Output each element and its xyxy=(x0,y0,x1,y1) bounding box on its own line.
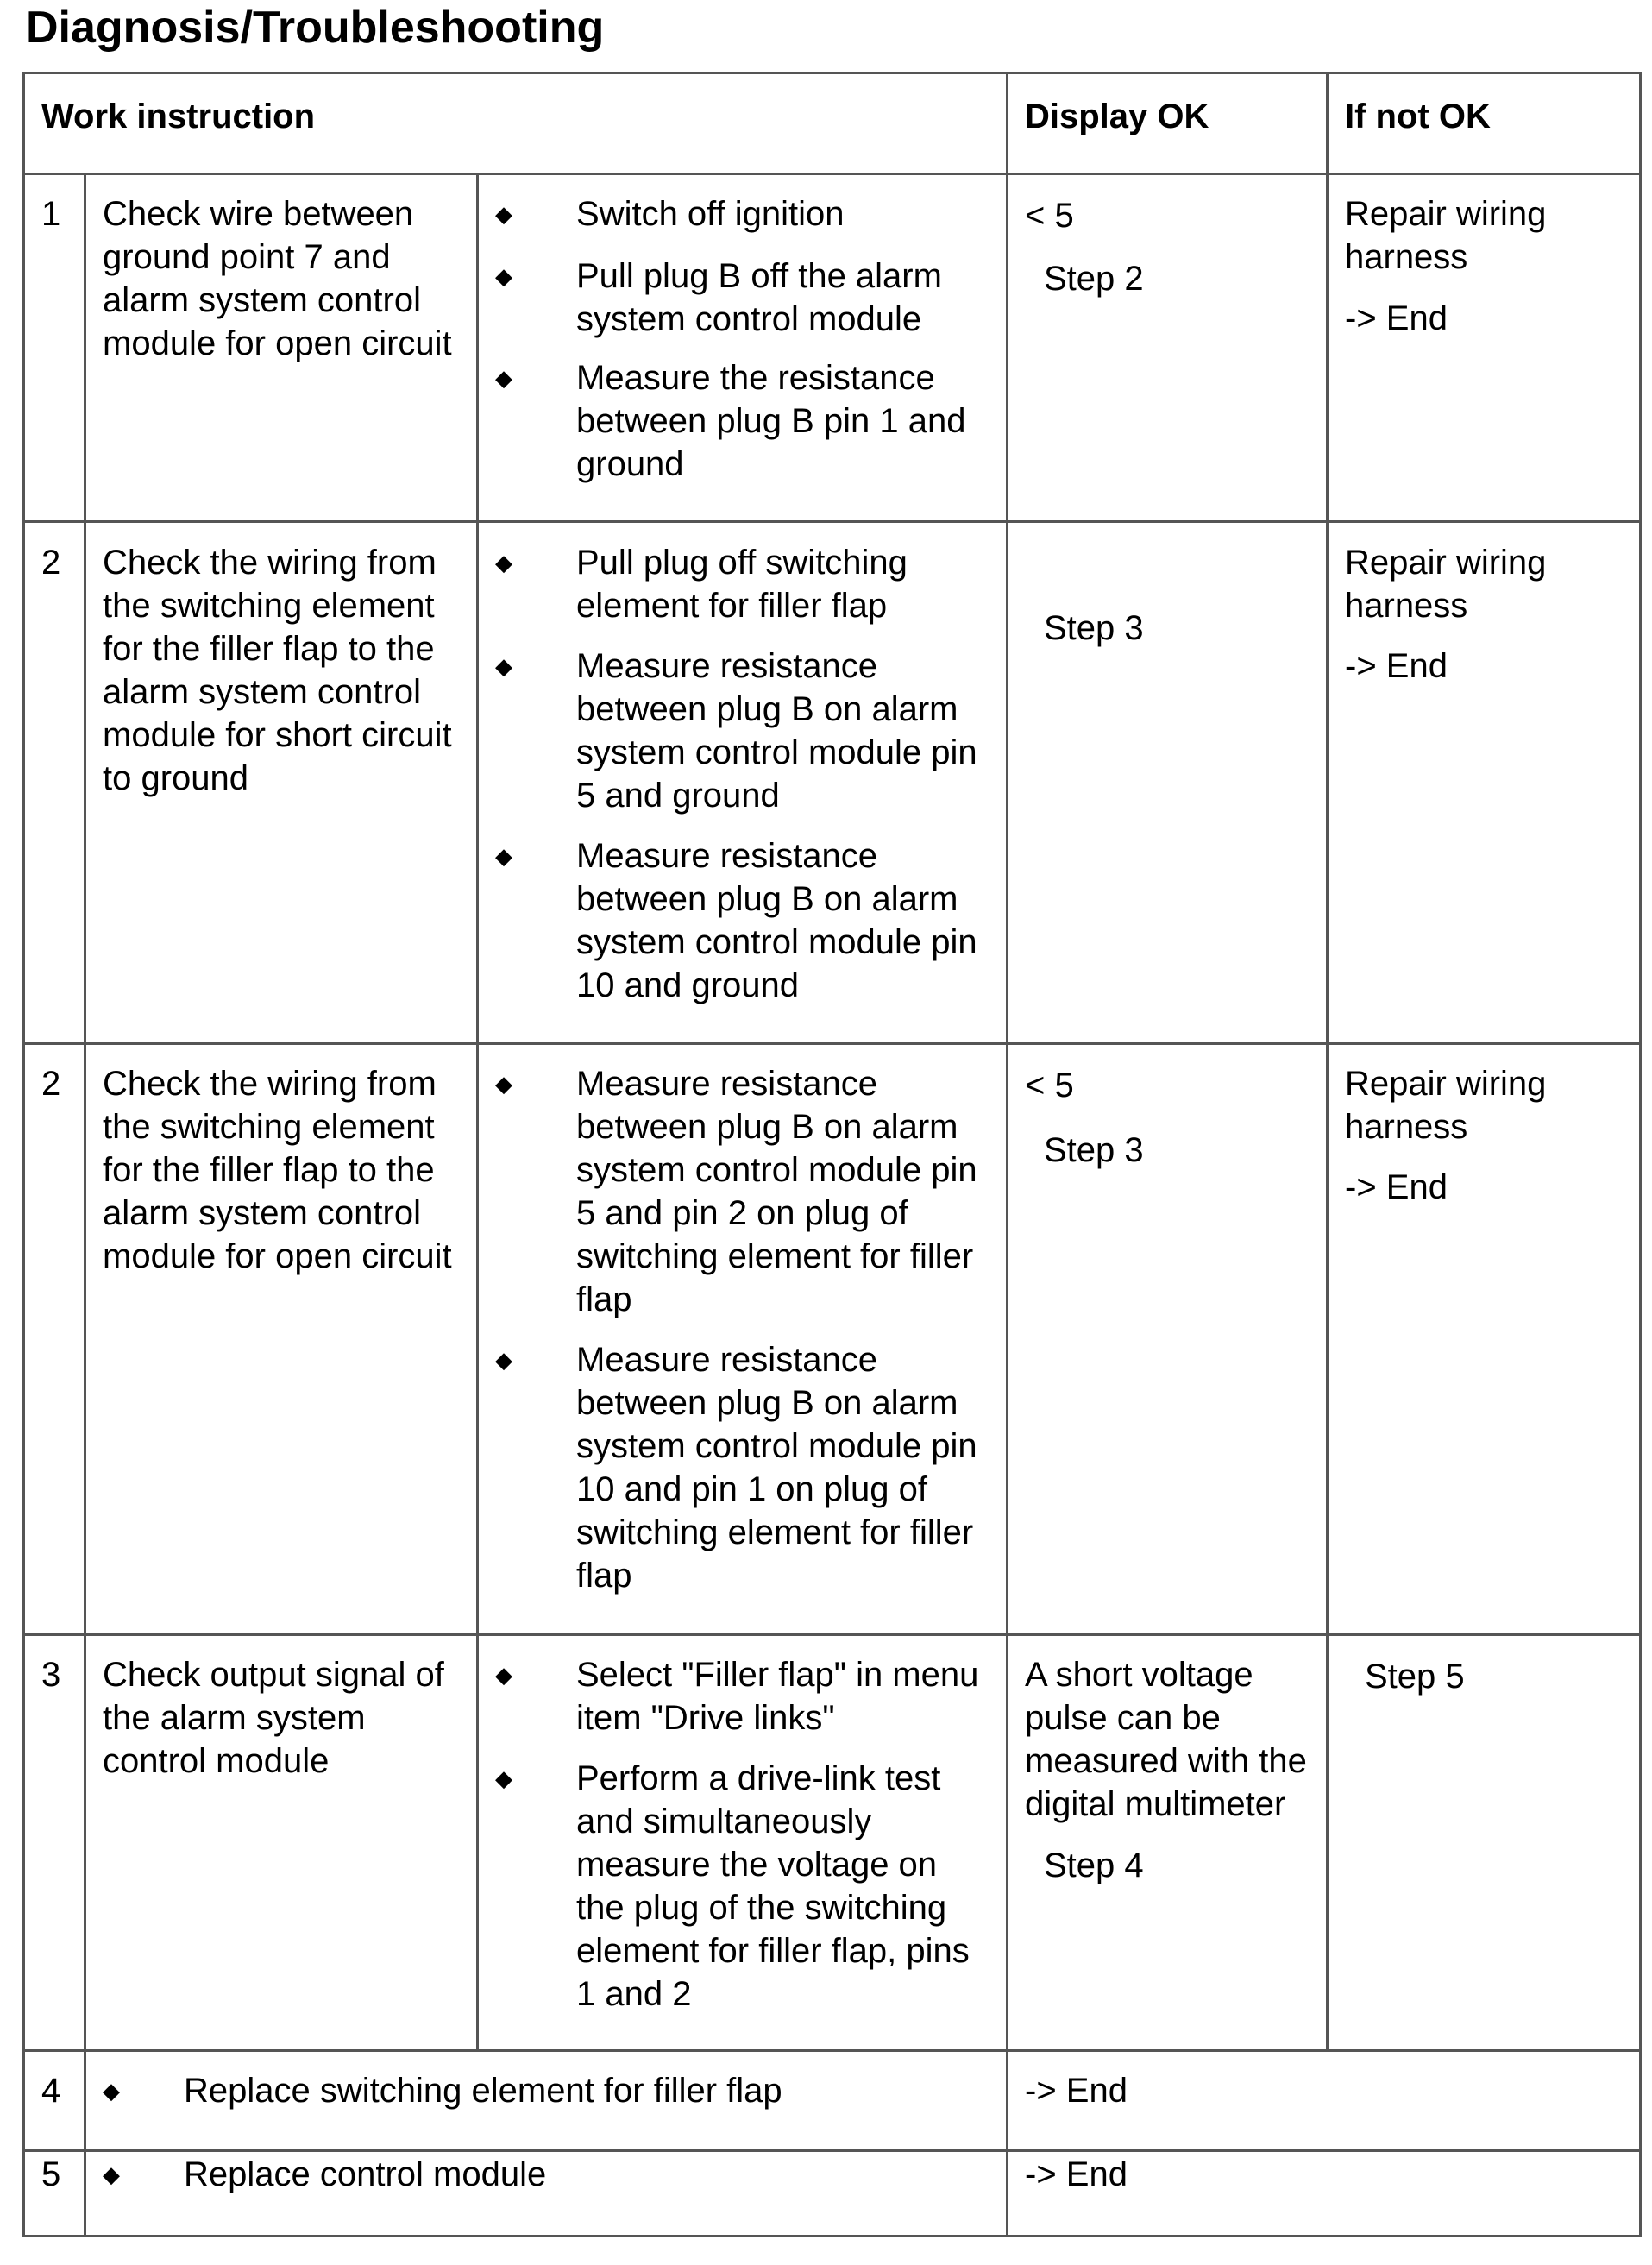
bullet-icon: ◆ xyxy=(495,263,512,289)
table-border xyxy=(22,2049,1642,2052)
not-ok-text: harness xyxy=(1345,587,1468,625)
check-text-line: module for short circuit xyxy=(103,716,452,754)
row-number: 5 xyxy=(41,2155,61,2193)
table-border xyxy=(476,173,479,2052)
not-ok-text: -> End xyxy=(1345,1168,1448,1206)
step-text-line: Measure resistance xyxy=(576,1065,878,1103)
not-ok-step: Step 5 xyxy=(1365,1658,1465,1696)
step-text-line: and simultaneously xyxy=(576,1803,872,1840)
step-text-line: flap xyxy=(576,1557,632,1595)
display-ok-step: Step 3 xyxy=(1044,1131,1144,1169)
row-number: 1 xyxy=(41,195,61,233)
table-border xyxy=(22,1633,1642,1636)
bullet-icon: ◆ xyxy=(495,1347,512,1373)
step-text-line: the plug of the switching xyxy=(576,1889,947,1927)
bullet-icon: ◆ xyxy=(495,201,512,227)
display-ok-step: Step 3 xyxy=(1044,609,1144,647)
table-border xyxy=(22,2149,1642,2152)
check-text-line: alarm system control xyxy=(103,1194,421,1232)
bullet-icon: ◆ xyxy=(495,365,512,391)
check-text-line: Check wire between xyxy=(103,195,414,233)
check-text-line: for the filler flap to the xyxy=(103,1151,435,1189)
step-text-line: Measure resistance xyxy=(576,1341,878,1379)
table-border xyxy=(22,520,1642,523)
step-text-line: 10 and pin 1 on plug of xyxy=(576,1470,928,1508)
check-text-line: for the filler flap to the xyxy=(103,630,435,668)
step-text-line: Perform a drive-link test xyxy=(576,1759,941,1797)
table-border xyxy=(22,2235,1642,2237)
step-text-line: between plug B on alarm xyxy=(576,1384,958,1422)
table-border xyxy=(84,173,86,2237)
not-ok-text: harness xyxy=(1345,1108,1468,1146)
step-text-line: between plug B on alarm xyxy=(576,1108,958,1146)
check-text-line: alarm system control xyxy=(103,281,421,319)
table-border xyxy=(22,72,1642,74)
step-text-line: measure the voltage on xyxy=(576,1846,938,1884)
table-border xyxy=(1006,72,1008,2237)
not-ok-text: Repair wiring xyxy=(1345,1065,1547,1103)
check-text-line: module for open circuit xyxy=(103,324,452,362)
display-ok-step: Step 4 xyxy=(1044,1847,1144,1884)
step-text-line: between plug B on alarm xyxy=(576,690,958,728)
check-text-line: control module xyxy=(103,1742,330,1780)
step-text-line: flap xyxy=(576,1280,632,1318)
check-text-line: the alarm system xyxy=(103,1699,366,1737)
not-ok-text: Repair wiring xyxy=(1345,195,1547,233)
step-text-line: between plug B on alarm xyxy=(576,880,958,918)
check-text-line: module for open circuit xyxy=(103,1237,452,1275)
table-border xyxy=(1326,72,1329,2052)
step-text-line: Select "Filler flap" in menu xyxy=(576,1656,979,1694)
step-text-line: between plug B pin 1 and xyxy=(576,402,966,440)
step-text-line: 10 and ground xyxy=(576,966,800,1004)
result-text: -> End xyxy=(1025,2155,1128,2193)
step-text-line: switching element for filler xyxy=(576,1513,974,1551)
step-text-line: system control module pin xyxy=(576,1151,977,1189)
bullet-icon: ◆ xyxy=(495,550,512,576)
step-text-line: 5 and ground xyxy=(576,777,780,815)
bullet-icon: ◆ xyxy=(103,2078,120,2104)
header-display-ok: Display OK xyxy=(1025,98,1209,135)
check-text-line: alarm system control xyxy=(103,673,421,711)
check-text-line: Check the wiring from xyxy=(103,544,437,582)
display-ok-text: pulse can be xyxy=(1025,1699,1221,1737)
step-text-line: Pull plug B off the alarm xyxy=(576,257,942,295)
step-text-line: system control module xyxy=(576,300,922,338)
not-ok-text: -> End xyxy=(1345,647,1448,685)
step-text-line: system control module pin xyxy=(576,733,977,771)
bullet-icon: ◆ xyxy=(495,653,512,679)
step-text-line: ground xyxy=(576,445,684,483)
bullet-icon: ◆ xyxy=(495,1662,512,1688)
step-text-line: 5 and pin 2 on plug of xyxy=(576,1194,908,1232)
table-border xyxy=(22,1042,1642,1045)
display-ok-value: < 5 xyxy=(1025,1066,1074,1104)
display-ok-value: < 5 xyxy=(1025,197,1074,235)
step-text-line: Measure resistance xyxy=(576,647,878,685)
not-ok-text: Repair wiring xyxy=(1345,544,1547,582)
step-text-line: element for filler flap, pins xyxy=(576,1932,970,1970)
table-border xyxy=(22,173,1642,175)
step-text-line: Switch off ignition xyxy=(576,195,845,233)
header-if-not-ok: If not OK xyxy=(1345,98,1491,135)
not-ok-text: harness xyxy=(1345,238,1468,276)
check-text-line: ground point 7 and xyxy=(103,238,391,276)
header-work-instruction: Work instruction xyxy=(41,98,316,135)
step-text-line: Measure resistance xyxy=(576,837,878,875)
check-text-line: Check output signal of xyxy=(103,1656,444,1694)
row-number: 2 xyxy=(41,544,61,582)
action-text: Replace control module xyxy=(184,2155,547,2193)
action-text: Replace switching element for filler flap xyxy=(184,2072,782,2110)
table-border xyxy=(22,72,25,2237)
table-border xyxy=(1639,72,1642,2237)
check-text-line: the switching element xyxy=(103,587,435,625)
step-text-line: 1 and 2 xyxy=(576,1975,692,2013)
step-text-line: Pull plug off switching xyxy=(576,544,908,582)
not-ok-text: -> End xyxy=(1345,299,1448,337)
step-text-line: system control module pin xyxy=(576,923,977,961)
check-text-line: to ground xyxy=(103,759,249,797)
display-ok-text: A short voltage xyxy=(1025,1656,1253,1694)
bullet-icon: ◆ xyxy=(495,843,512,869)
page-title: Diagnosis/Troubleshooting xyxy=(26,3,605,53)
bullet-icon: ◆ xyxy=(495,1765,512,1791)
display-ok-text: digital multimeter xyxy=(1025,1785,1286,1823)
row-number: 2 xyxy=(41,1065,61,1103)
row-number: 4 xyxy=(41,2072,61,2110)
display-ok-step: Step 2 xyxy=(1044,260,1144,298)
step-text-line: system control module pin xyxy=(576,1427,977,1465)
result-text: -> End xyxy=(1025,2072,1128,2110)
bullet-icon: ◆ xyxy=(103,2161,120,2187)
step-text-line: item "Drive links" xyxy=(576,1699,835,1737)
check-text-line: the switching element xyxy=(103,1108,435,1146)
row-number: 3 xyxy=(41,1656,61,1694)
check-text-line: Check the wiring from xyxy=(103,1065,437,1103)
display-ok-text: measured with the xyxy=(1025,1742,1307,1780)
step-text-line: Measure the resistance xyxy=(576,359,935,397)
bullet-icon: ◆ xyxy=(495,1071,512,1097)
step-text-line: element for filler flap xyxy=(576,587,888,625)
step-text-line: switching element for filler xyxy=(576,1237,974,1275)
